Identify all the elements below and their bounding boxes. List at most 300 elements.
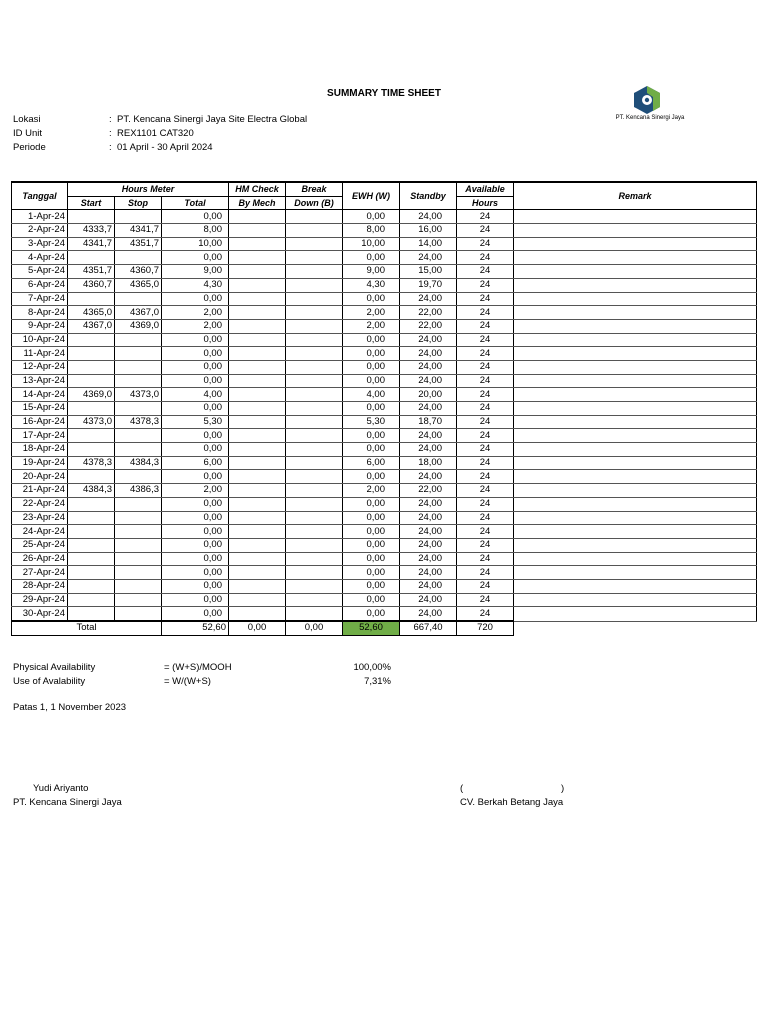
totals-ewh: 52,60 [343,621,400,635]
row-total: 0,00 [162,347,229,361]
row-remark [514,456,757,470]
row-available: 24 [457,552,514,566]
row-stop: 4373,0 [115,388,162,402]
row-hm-check [229,607,286,621]
table-row [12,456,757,470]
row-stop [115,593,162,607]
row-date: 20-Apr-24 [12,470,68,484]
table-row [12,360,757,374]
totals-breakdown: 0,00 [286,621,343,635]
row-total: 2,00 [162,306,229,320]
row-standby: 18,00 [400,456,457,470]
row-available: 24 [457,278,514,292]
row-ewh: 0,00 [343,566,400,580]
table-row [12,402,757,416]
row-start: 4351,7 [68,265,115,279]
table-row [12,607,757,621]
row-hm-check [229,347,286,361]
row-hm-check [229,470,286,484]
row-standby: 24,00 [400,552,457,566]
row-start [68,607,115,621]
row-breakdown [286,497,343,511]
row-standby: 24,00 [400,429,457,443]
row-breakdown [286,566,343,580]
row-start [68,429,115,443]
document-title: SUMMARY TIME SHEET [327,88,441,99]
row-remark [514,607,757,621]
row-standby: 22,00 [400,319,457,333]
row-date: 29-Apr-24 [12,593,68,607]
row-breakdown [286,593,343,607]
right-signer-close: ) [561,783,565,794]
row-breakdown [286,388,343,402]
row-start: 4360,7 [68,278,115,292]
row-available: 24 [457,579,514,593]
row-date: 28-Apr-24 [12,579,68,593]
row-standby: 24,00 [400,333,457,347]
row-stop [115,374,162,388]
row-stop: 4378,3 [115,415,162,429]
table-row [12,374,757,388]
row-remark [514,566,757,580]
header-total: Total [162,196,229,210]
row-date: 26-Apr-24 [12,552,68,566]
row-standby: 24,00 [400,347,457,361]
info-lokasi: Lokasi : PT. Kencana Sinergi Jaya Site Electra Global [13,114,308,125]
table-row [12,497,757,511]
row-start [68,251,115,265]
table-row [12,415,757,429]
row-breakdown [286,265,343,279]
row-date: 23-Apr-24 [12,511,68,525]
row-ewh: 5,30 [343,415,400,429]
row-hm-check [229,278,286,292]
header-stop: Stop [115,196,162,210]
header-hours: Hours [457,196,514,210]
row-stop [115,538,162,552]
table-row [12,347,757,361]
row-breakdown [286,607,343,621]
table-row [12,278,757,292]
row-date: 8-Apr-24 [12,306,68,320]
row-total: 8,00 [162,224,229,238]
time-sheet-body [12,210,757,621]
row-total: 2,00 [162,319,229,333]
row-remark [514,292,757,306]
row-breakdown [286,470,343,484]
row-available: 24 [457,525,514,539]
row-stop: 4384,3 [115,456,162,470]
row-hm-check [229,497,286,511]
row-breakdown [286,484,343,498]
table-row [12,237,757,251]
row-available: 24 [457,429,514,443]
row-hm-check [229,456,286,470]
logo-company-name: PT. Kencana Sinergi Jaya [615,115,685,121]
row-total: 0,00 [162,251,229,265]
row-breakdown [286,415,343,429]
row-standby: 22,00 [400,484,457,498]
row-remark [514,484,757,498]
row-stop [115,607,162,621]
place-date: Patas 1, 1 November 2023 [13,702,127,713]
row-available: 24 [457,333,514,347]
row-ewh: 6,00 [343,456,400,470]
row-date: 14-Apr-24 [12,388,68,402]
row-start [68,210,115,224]
row-standby: 24,00 [400,443,457,457]
row-remark [514,538,757,552]
row-standby: 24,00 [400,566,457,580]
row-total: 6,00 [162,456,229,470]
row-available: 24 [457,251,514,265]
row-remark [514,579,757,593]
row-date: 27-Apr-24 [12,566,68,580]
row-standby: 22,00 [400,306,457,320]
table-row [12,210,757,224]
row-hm-check [229,210,286,224]
row-stop: 4365,0 [115,278,162,292]
row-standby: 20,00 [400,388,457,402]
header-ewh: EWH (W) [343,182,400,210]
row-standby: 24,00 [400,607,457,621]
row-standby: 24,00 [400,470,457,484]
row-total: 0,00 [162,374,229,388]
row-remark [514,443,757,457]
row-total: 0,00 [162,538,229,552]
row-remark [514,251,757,265]
row-ewh: 4,30 [343,278,400,292]
row-standby: 24,00 [400,292,457,306]
row-breakdown [286,456,343,470]
row-breakdown [286,251,343,265]
info-id-unit: ID Unit : REX1101 CAT320 [13,128,194,139]
left-signer-company: PT. Kencana Sinergi Jaya [13,797,122,808]
row-available: 24 [457,497,514,511]
info-periode: Periode : 01 April - 30 April 2024 [13,142,213,153]
row-start [68,579,115,593]
totals-row [12,621,757,635]
row-available: 24 [457,415,514,429]
row-remark [514,210,757,224]
row-hm-check [229,265,286,279]
row-remark [514,388,757,402]
row-remark [514,415,757,429]
row-ewh: 0,00 [343,511,400,525]
table-row [12,470,757,484]
row-remark [514,374,757,388]
row-start: 4369,0 [68,388,115,402]
row-ewh: 0,00 [343,347,400,361]
info-block [13,113,307,155]
header-start: Start [68,196,115,210]
row-remark [514,402,757,416]
row-hm-check [229,552,286,566]
row-total: 0,00 [162,511,229,525]
row-ewh: 0,00 [343,360,400,374]
row-ewh: 10,00 [343,237,400,251]
table-row [12,388,757,402]
row-remark [514,306,757,320]
table-row [12,593,757,607]
row-available: 24 [457,360,514,374]
row-standby: 14,00 [400,237,457,251]
row-start [68,538,115,552]
row-standby: 24,00 [400,525,457,539]
row-hm-check [229,306,286,320]
header-down: Down (B) [286,196,343,210]
row-stop [115,525,162,539]
row-stop [115,347,162,361]
availability-block [13,661,413,689]
row-hm-check [229,237,286,251]
row-hm-check [229,443,286,457]
row-total: 0,00 [162,470,229,484]
row-hm-check [229,525,286,539]
row-stop [115,443,162,457]
row-hm-check [229,374,286,388]
row-hm-check [229,566,286,580]
row-total: 0,00 [162,443,229,457]
row-date: 19-Apr-24 [12,456,68,470]
table-row [12,443,757,457]
row-standby: 24,00 [400,210,457,224]
row-ewh: 2,00 [343,484,400,498]
row-stop [115,292,162,306]
row-start [68,292,115,306]
row-available: 24 [457,224,514,238]
header-hm-check: HM Check [229,182,286,196]
row-remark [514,278,757,292]
row-total: 5,30 [162,415,229,429]
row-ewh: 0,00 [343,525,400,539]
row-total: 10,00 [162,237,229,251]
row-date: 5-Apr-24 [12,265,68,279]
row-start [68,333,115,347]
row-start [68,374,115,388]
row-hm-check [229,484,286,498]
row-total: 0,00 [162,360,229,374]
row-stop: 4367,0 [115,306,162,320]
row-start [68,443,115,457]
row-stop [115,511,162,525]
row-total: 0,00 [162,210,229,224]
table-row [12,511,757,525]
row-start [68,497,115,511]
row-remark [514,333,757,347]
table-row [12,306,757,320]
row-ewh: 9,00 [343,265,400,279]
row-date: 22-Apr-24 [12,497,68,511]
table-row [12,319,757,333]
row-date: 4-Apr-24 [12,251,68,265]
right-signer-company: CV. Berkah Betang Jaya [460,797,564,808]
row-breakdown [286,224,343,238]
row-total: 0,00 [162,497,229,511]
row-available: 24 [457,292,514,306]
table-row [12,484,757,498]
header-break: Break [286,182,343,196]
row-standby: 16,00 [400,224,457,238]
row-date: 10-Apr-24 [12,333,68,347]
row-remark [514,319,757,333]
totals-remark-empty [514,621,757,635]
row-remark [514,347,757,361]
row-stop [115,470,162,484]
table-row [12,538,757,552]
row-breakdown [286,237,343,251]
row-start: 4384,3 [68,484,115,498]
row-ewh: 2,00 [343,306,400,320]
row-stop: 4369,0 [115,319,162,333]
row-stop [115,579,162,593]
row-available: 24 [457,607,514,621]
row-stop: 4341,7 [115,224,162,238]
row-ewh: 0,00 [343,402,400,416]
row-available: 24 [457,306,514,320]
row-breakdown [286,210,343,224]
row-ewh: 0,00 [343,579,400,593]
row-ewh: 4,00 [343,388,400,402]
row-hm-check [229,251,286,265]
right-signer-open: ( [460,783,464,794]
row-breakdown [286,360,343,374]
row-ewh: 0,00 [343,333,400,347]
row-hm-check [229,593,286,607]
row-available: 24 [457,374,514,388]
row-start: 4367,0 [68,319,115,333]
row-breakdown [286,374,343,388]
row-start [68,470,115,484]
row-breakdown [286,538,343,552]
row-available: 24 [457,456,514,470]
row-available: 24 [457,538,514,552]
row-stop [115,402,162,416]
row-ewh: 0,00 [343,497,400,511]
table-row [12,579,757,593]
row-breakdown [286,525,343,539]
table-row [12,292,757,306]
row-hm-check [229,429,286,443]
row-ewh: 0,00 [343,251,400,265]
row-available: 24 [457,210,514,224]
row-remark [514,593,757,607]
header-remark: Remark [514,182,757,210]
row-hm-check [229,388,286,402]
row-hm-check [229,511,286,525]
row-total: 0,00 [162,525,229,539]
row-standby: 24,00 [400,402,457,416]
row-total: 0,00 [162,566,229,580]
row-breakdown [286,552,343,566]
row-date: 12-Apr-24 [12,360,68,374]
row-remark [514,360,757,374]
row-stop: 4386,3 [115,484,162,498]
header-hours-meter: Hours Meter [68,182,229,196]
row-standby: 24,00 [400,374,457,388]
row-hm-check [229,538,286,552]
totals-standby: 667,40 [400,621,457,635]
row-date: 25-Apr-24 [12,538,68,552]
row-hm-check [229,224,286,238]
row-standby: 24,00 [400,251,457,265]
row-available: 24 [457,388,514,402]
row-standby: 24,00 [400,593,457,607]
row-ewh: 0,00 [343,607,400,621]
row-breakdown [286,402,343,416]
row-remark [514,265,757,279]
row-ewh: 0,00 [343,429,400,443]
row-date: 9-Apr-24 [12,319,68,333]
row-remark [514,224,757,238]
row-breakdown [286,306,343,320]
row-date: 13-Apr-24 [12,374,68,388]
row-hm-check [229,292,286,306]
row-date: 6-Apr-24 [12,278,68,292]
row-date: 18-Apr-24 [12,443,68,457]
row-standby: 15,00 [400,265,457,279]
row-available: 24 [457,265,514,279]
header-available: Available [457,182,514,196]
row-date: 24-Apr-24 [12,525,68,539]
row-breakdown [286,333,343,347]
row-available: 24 [457,470,514,484]
row-standby: 24,00 [400,511,457,525]
row-remark [514,237,757,251]
row-hm-check [229,579,286,593]
row-standby: 24,00 [400,579,457,593]
table-row [12,265,757,279]
row-standby: 19,70 [400,278,457,292]
row-standby: 24,00 [400,497,457,511]
row-available: 24 [457,319,514,333]
row-date: 15-Apr-24 [12,402,68,416]
row-stop [115,566,162,580]
row-stop [115,251,162,265]
use-of-availability: Use of Avalability = W/(W+S) 7,31% [13,676,391,687]
row-total: 0,00 [162,593,229,607]
row-available: 24 [457,566,514,580]
row-ewh: 0,00 [343,470,400,484]
row-start: 4333,7 [68,224,115,238]
time-sheet-table [11,181,757,636]
row-remark [514,552,757,566]
row-available: 24 [457,237,514,251]
row-remark [514,497,757,511]
totals-available: 720 [457,621,514,635]
row-hm-check [229,360,286,374]
row-available: 24 [457,443,514,457]
header-tanggal: Tanggal [12,182,68,210]
row-start: 4378,3 [68,456,115,470]
row-date: 11-Apr-24 [12,347,68,361]
row-total: 0,00 [162,579,229,593]
row-stop [115,497,162,511]
table-row [12,333,757,347]
row-breakdown [286,278,343,292]
table-row [12,251,757,265]
row-available: 24 [457,347,514,361]
totals-total: 52,60 [162,621,229,635]
row-start [68,347,115,361]
row-ewh: 0,00 [343,593,400,607]
row-breakdown [286,443,343,457]
row-stop [115,552,162,566]
row-date: 21-Apr-24 [12,484,68,498]
row-ewh: 2,00 [343,319,400,333]
table-row [12,552,757,566]
row-total: 4,00 [162,388,229,402]
